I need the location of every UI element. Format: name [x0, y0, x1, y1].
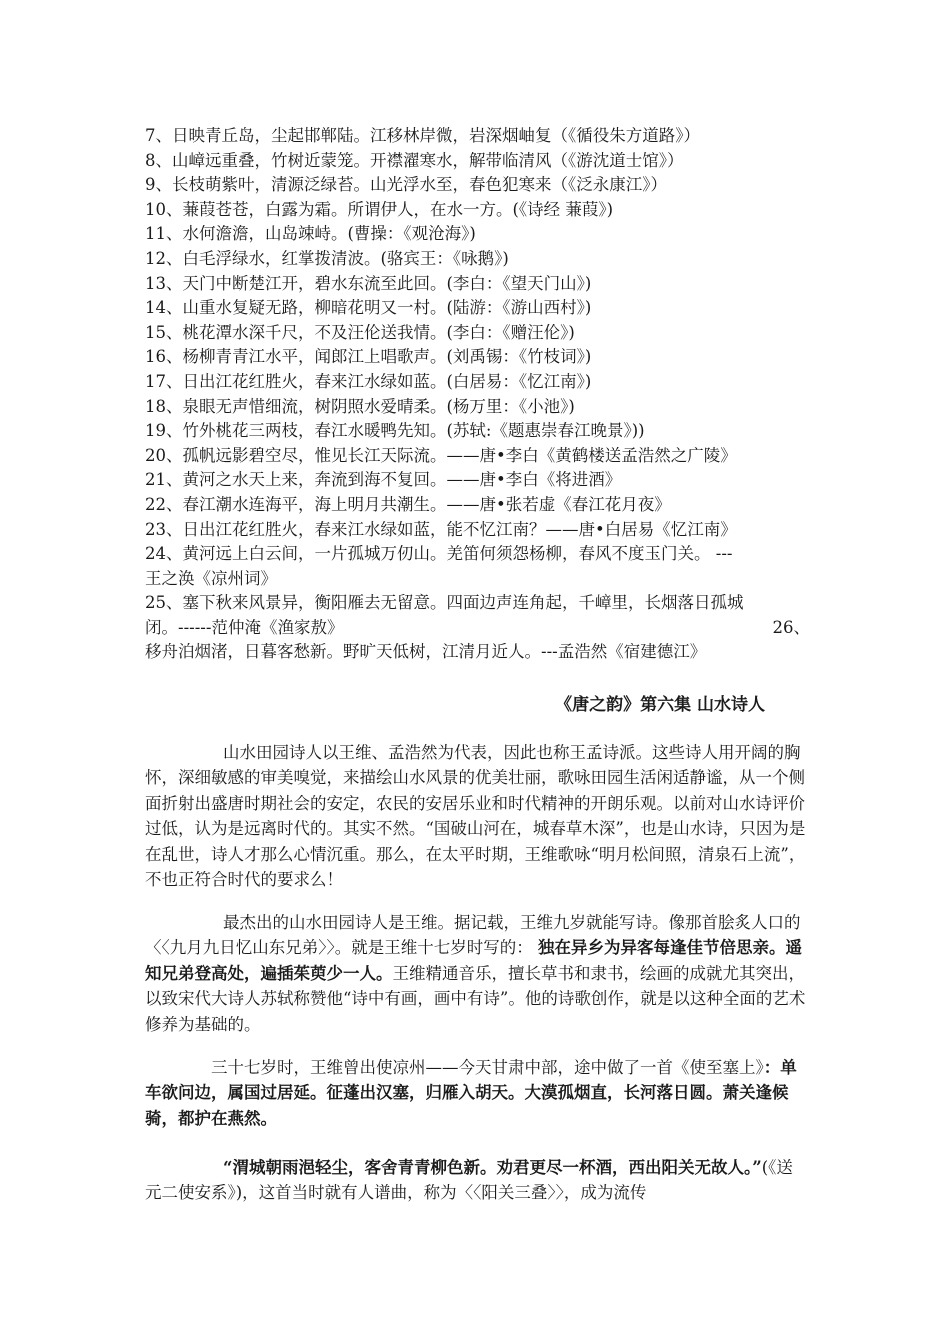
- paragraph-wang-wei: [145, 910, 809, 1037]
- poem-line: 10、蒹葭苍苍，白露为霜。所谓伊人，在水一方。(《诗经 蒹葭》): [145, 199, 614, 219]
- poem-line: 19、竹外桃花三两枝，春江水暖鸭先知。(苏轼:《题惠崇春江晚景》)): [145, 421, 645, 441]
- poem-line: 22、春江潮水连海平，海上明月共潮生。——唐•张若虚《春江花月夜》: [145, 494, 671, 514]
- poem-line-25-text: 闭。------范仲淹《渔家敖》: [145, 617, 344, 637]
- quoted-poem: ：单车欲问边，属国过居延。征蓬出汉塞，归雁入胡天。大漠孤烟直，长河落日圆。萧关逢候骑，都护在燕然。: [145, 1058, 797, 1128]
- poem-line: 15、桃花潭水深千尺，不及汪伦送我情。(李白：《赠汪伦》): [145, 322, 575, 342]
- paragraph-text: 三十七岁时，王维曾出使凉州——今天甘肃中部，途中做了一首《使至塞上》: [211, 1058, 764, 1077]
- poem-line: 8、山嶂远重叠，竹树近蒙笼。开襟濯寒水，解带临清风（《游沈道士馆》）: [145, 150, 684, 170]
- paragraph-liangzhou: [145, 1055, 809, 1131]
- poem-line: 24、黄河远上白云间，一片孤城万仞山。羌笛何须怨杨柳，春风不度玉门关。 ---: [145, 544, 733, 564]
- quoted-poem: “渭城朝雨浥轻尘，客舍青青柳色新。劝君更尽一杯酒，西出阳关无故人。”: [223, 1158, 762, 1177]
- paragraph-text: (《送元二使安系》)，这首当时就有人谱曲，称为〈〈阳关三叠〉〉，成为流传: [145, 1158, 793, 1203]
- poem-line: 13、天门中断楚江开，碧水东流至此回。(李白：《望天门山》): [145, 273, 592, 293]
- section-heading: 《唐之韵》第六集 山水诗人: [555, 695, 765, 715]
- poem-line-25-end: [145, 616, 810, 641]
- quoted-poem: 独在异乡为异客每逢佳节倍思亲。遥知兄弟登高处，遍插茱萸少一人。: [145, 938, 802, 983]
- paragraph-intro: 山水田园诗人以王维、孟浩然为代表，因此也称王孟诗派。这些诗人用开阔的胸怀，深细敏感的审美嗅觉，来描绘山水风景的优美壮丽，歌咏田园生活闲适静谧，从一个侧面折射出盛唐时期社会的安定，农民的安居乐业和时代精神的开朗乐观。以前对山水诗评价过低，认为是远离时代的。其实不然。“国破山河在，城春草木深”，也是山水诗，只因为是在乱世，诗人才那么心情沉重。那么，在太平时期，王维歌咏“明月松间照，清泉石上流”，不也正符合时代的要求么！: [145, 743, 806, 890]
- paragraph-text: 最杰出的山水田园诗人是王维。据记载，王维九岁就能写诗。像那首脍炙人口的〈〈九月九日忆山东兄弟〉〉。就是王维十七岁时写的：: [145, 913, 801, 958]
- poem-line: 9、长枝萌紫叶，清源泛绿苔。山光浮水至，春色犯寒来（《泛永康江》）: [145, 175, 667, 195]
- paragraph-weicheng: [145, 1155, 809, 1206]
- poem-line: 12、白毛浮绿水，红掌拨清波。(骆宾王：《咏鹅》): [145, 248, 509, 268]
- paragraph-text: 王维精通音乐，擅长草书和隶书，绘画的成就尤其突出，以致宋代大诗人苏轼称赞他“诗中有画，画中有诗”。他的诗歌创作，就是以这种全面的艺术修养为基础的。: [145, 963, 806, 1034]
- poem-line: 25、塞下秋来风景异，衡阳雁去无留意。四面边声连角起，千嶂里，长烟落日孤城: [145, 593, 744, 613]
- poem-line-26: 移舟泊烟渚，日暮客愁新。野旷天低树，江清月近人。---孟浩然《宿建德江》: [145, 642, 707, 662]
- poem-line-26-number: 26、: [772, 617, 810, 637]
- poem-line: 23、日出江花红胜火，春来江水绿如蓝，能不忆江南？——唐•白居易《忆江南》: [145, 519, 737, 539]
- poem-line: 王之涣《凉州词》: [145, 568, 277, 588]
- poem-line: 21、黄河之水天上来，奔流到海不复回。——唐•李白《将进酒》: [145, 470, 622, 490]
- poem-list: [145, 124, 810, 665]
- poem-line: 20、孤帆远影碧空尽，惟见长江天际流。——唐•李白《黄鹤楼送孟浩然之广陵》: [145, 445, 737, 465]
- poem-line: 14、山重水复疑无路，柳暗花明又一村。(陆游：《游山西村》): [145, 298, 592, 318]
- poem-line: 11、水何澹澹，山岛竦峙。(曹操：《观沧海》): [145, 224, 476, 244]
- poem-line: 7、日映青丘岛，尘起邯郸陆。江移林岸微，岩深烟岫复（《循役朱方道路》）: [145, 126, 700, 145]
- poem-line: 18、泉眼无声惜细流，树阴照水爱晴柔。(杨万里：《小池》): [145, 396, 575, 416]
- poem-line: 16、杨柳青青江水平，闻郎江上唱歌声。(刘禹锡：《竹枝词》): [145, 347, 592, 367]
- poem-line: 17、日出江花红胜火，春来江水绿如蓝。(白居易：《忆江南》): [145, 371, 592, 391]
